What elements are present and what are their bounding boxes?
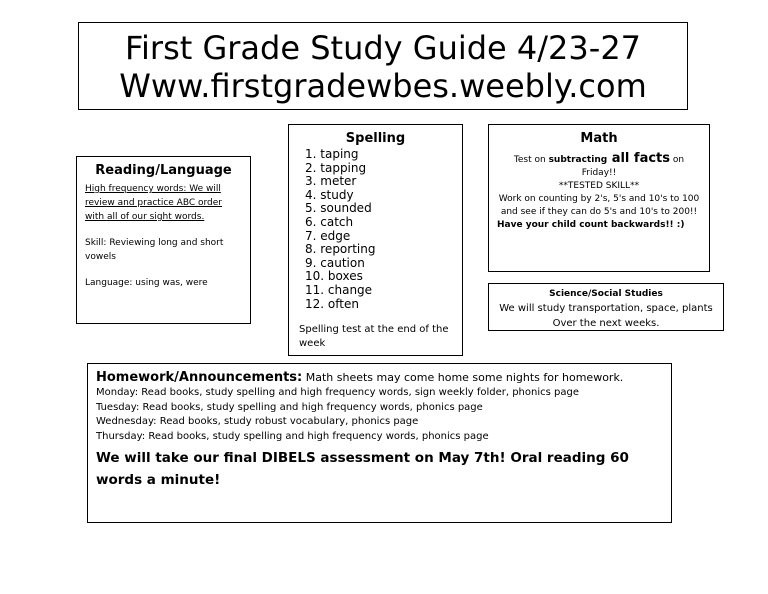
math-heading: Math bbox=[580, 131, 618, 146]
thursday-text: Thursday: Read books, study spelling and high frequency words, phonics page bbox=[96, 430, 489, 442]
spelling-word: 1. taping bbox=[305, 147, 359, 161]
reading-language-box bbox=[76, 156, 251, 324]
spelling-word: 8. reporting bbox=[305, 242, 376, 257]
homework-heading: Homework/Announcements: bbox=[96, 370, 303, 385]
high-frequency-words-text: High frequency words: We will review and practice ABC order with all of our sight words. bbox=[85, 184, 222, 222]
spelling-word: 2. tapping bbox=[305, 160, 367, 175]
spelling-word: 5. sounded bbox=[305, 201, 372, 216]
homework-heading-line bbox=[96, 370, 663, 386]
spelling-box bbox=[288, 124, 463, 356]
math-test-text: Test on subtracting all facts on Friday!! bbox=[513, 151, 685, 178]
science-line-2: Over the next weeks. bbox=[552, 318, 660, 329]
spelling-word-list bbox=[299, 148, 452, 311]
language-text: Language: using was, were bbox=[85, 278, 208, 288]
spelling-word: 6. catch bbox=[305, 214, 354, 229]
spelling-word: 9. caution bbox=[305, 255, 365, 270]
math-box bbox=[488, 124, 710, 272]
tested-skill-text: **TESTED SKILL** bbox=[558, 181, 640, 191]
spelling-heading: Spelling bbox=[345, 131, 406, 146]
count-backwards-text: Have your child count backwards!! :) bbox=[497, 220, 685, 230]
science-social-studies-box bbox=[488, 283, 724, 331]
spelling-word: 11. change bbox=[305, 282, 373, 297]
dibels-announcement: We will take our final DIBELS assessment on May 7th! Oral reading 60 words a minute! bbox=[96, 450, 629, 489]
page-title: First Grade Study Guide 4/23-27 bbox=[124, 29, 642, 67]
science-heading: Science/Social Studies bbox=[549, 289, 663, 299]
homework-announcements-box bbox=[87, 363, 672, 523]
reading-heading: Reading/Language bbox=[95, 163, 232, 178]
spelling-word: 7. edge bbox=[305, 228, 351, 243]
spelling-word: 10. boxes bbox=[305, 269, 363, 284]
science-line-1: We will study transportation, space, plants bbox=[499, 303, 713, 314]
homework-intro: Math sheets may come home some nights for homework. bbox=[302, 371, 624, 384]
monday-text: Monday: Read books, study spelling and high frequency words, sign weekly folder, phonics page bbox=[96, 387, 579, 398]
spelling-word: 12. often bbox=[305, 296, 359, 311]
counting-text: Work on counting by 2's, 5's and 10's to 100 and see if they can do 5's and 10's to 200!! bbox=[498, 194, 700, 217]
website-url: Www.firstgradewbes.weebly.com bbox=[119, 67, 647, 105]
skill-text: Skill: Reviewing long and short vowels bbox=[85, 238, 224, 262]
wednesday-text: Wednesday: Read books, study robust vocabulary, phonics page bbox=[96, 416, 419, 428]
spelling-word: 4. study bbox=[305, 187, 354, 202]
title-box bbox=[78, 22, 688, 110]
tuesday-text: Tuesday: Read books, study spelling and high frequency words, phonics page bbox=[96, 401, 483, 413]
spelling-test-note: Spelling test at the end of the week bbox=[299, 324, 449, 350]
spelling-word: 3. meter bbox=[305, 174, 357, 189]
